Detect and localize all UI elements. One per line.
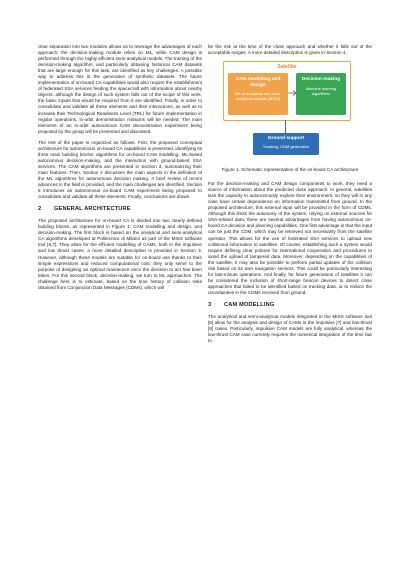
ground-block-subtitle: Tracking, CDM generation (262, 144, 310, 150)
ground-block-title: Ground support (267, 136, 305, 142)
left-paragraph-1: clear separation into two modules allows us to leverage the advantages of each approach: the decision-making module relies on ML, while CAM design is performed through the highly efficient semi-analytical models. The training of the decision-making algorithm, and particularly obtaining historical CAM datasets that are large enough for this task, are identified as key challenges. A possible way to address this is the generation of synthetic datasets. The future implementation of on-board CA capabilities would also require the establishment of federated SSA services feeding the spacecraft with information about nearby objects: although the design of such system falls out of the scope of this work, the basic inputs that would be required from it are identified. Finally, in order to consolidate and validate all these elements and their interactions, as well as to increase their Technological Readiness Level (TRL) for future implementation in regular operations, in-orbit demonstration missions will be needed. The main elements of an in-orbit autonomous CAM demonstration experiment being proposed by the group will be presented and discussed. (38, 44, 202, 134)
left-column (38, 44, 202, 296)
left-paragraph-3: The proposed architecture for on-board CA is divided into two clearly defined building blocks, as represented in Figure 1: CAM modelling and design, and decision-making. The first block is based on the analytical and semi-analytical CA algorithms developed at Politecnico di Milano as part of the MISS software tool [6,7]. They allow for the efficient modelling of CAMs, both in the impulsive and low thrust cases; a more detailed description is provided in Section 3. However, although these models are suitable for on-board use thanks to their simple expressions and reduced computational cost, they only serve to the purpose of designing an optimal manoeuvre once the decision to act has been taken. For this second block, decision-making, we turn to ML approaches. The challenge here is to estimate, based on the time history of collision risks obtained from Conjunction Data Messages (CDMs), which will (38, 218, 202, 290)
satellite-label: Satellite (277, 64, 297, 71)
figure-caption: Figure 1. Schematic representation of the on-board CA architecture (221, 167, 359, 173)
section-3-title: CAM MODELLING (224, 301, 275, 308)
decision-block-subtitle: Machine learning algorithms (305, 85, 337, 96)
cam-block-subtitle: Set of analytical and semi-analytical models (MISS) (234, 91, 282, 102)
ground-support-block (253, 133, 319, 155)
right-column (208, 44, 372, 349)
decision-block-title: Decision-making (301, 77, 341, 83)
section-3-number: 3 (208, 301, 212, 308)
section-3-heading (208, 302, 372, 308)
section-2-heading (38, 206, 202, 212)
satellite-box (223, 61, 351, 121)
decision-making-block (296, 73, 346, 115)
section-2-title: GENERAL ARCHITECTURE (54, 206, 131, 213)
architecture-figure (215, 61, 365, 163)
right-paragraph-2: For the decision-making and CAM design components to work, they need a source of information about the predicted close approach. In general, satellites lack the capacity to autonomously explore their environment, so they will in any case have certain dependence on information transmitted from ground. In the proposed architecture, this external input will be provided in the form of CDMs. Although this limits the autonomy of the system, relying on external sources for SSA-related data, there are several advantages from having autonomous on-board CA decision and planning capabilities. One first advantage is that the input can be just the CDM, which may be retrieved not necessarily from the satellite operator. This allows for the use of federated SSA services to upload new collisional information to satellites. Of course, establishing such a system would require defining clear policies for international cooperation and procedures to avoid the upload of tampered data. Moreover, depending on the capabilities of the satellite, it may also be possible to perform partial updates of the collision risk based on its own navigation sensors. This could be particularly interesting for last-minute operations. And finally, for future generations of satellites it can be considered the inclusion of short-range beacon devices to detect close approaches that failed to be identified based on tracking data, or to reduce the uncertainties in the CDMs received from ground. (208, 181, 372, 295)
section-2-number: 2 (38, 206, 42, 213)
ground-link-line (285, 120, 286, 133)
right-paragraph-1: be the risk at the time of the close approach and whether it falls out of the acceptable ranges. A more detailed description is given in Section 4. (208, 44, 372, 56)
right-paragraph-3: The analytical and semi-analytical models integrated in the MISS software tool [6] allow for the analysis and design of CAMs in the impulsive [7] and low-thrust [8] cases. Particularly, impulsive CAM models are fully analytical, whereas the low-thrust CAM case currently requires the numerical integration of the time law to (208, 314, 372, 344)
cam-block-title: CAM modelling and design (235, 77, 281, 88)
left-paragraph-2: The rest of the paper is organized as follows. First, the proposed conceptual architecture for autonomous on-board CA capabilities is presented, identifying its three main building blocks: algorithms for on-board CAM modelling, ML-based autonomous decision-making, and the interaction with ground-based SSA services. The CAM algorithms are presented in Section 3, summarizing their main features. Then, Section 4 discusses the main aspects in the definition of the ML algorithms for autonomous decision making. A brief review of recent advances in the field is provided, and the main challenges are identified. Section 5 introduces an autonomous on-board CAM experiment being proposed to consolidate and validate all these elements. Finally, conclusions are drawn. (38, 139, 202, 200)
block-arrow-icon (288, 90, 296, 96)
cam-modelling-block (228, 73, 288, 115)
